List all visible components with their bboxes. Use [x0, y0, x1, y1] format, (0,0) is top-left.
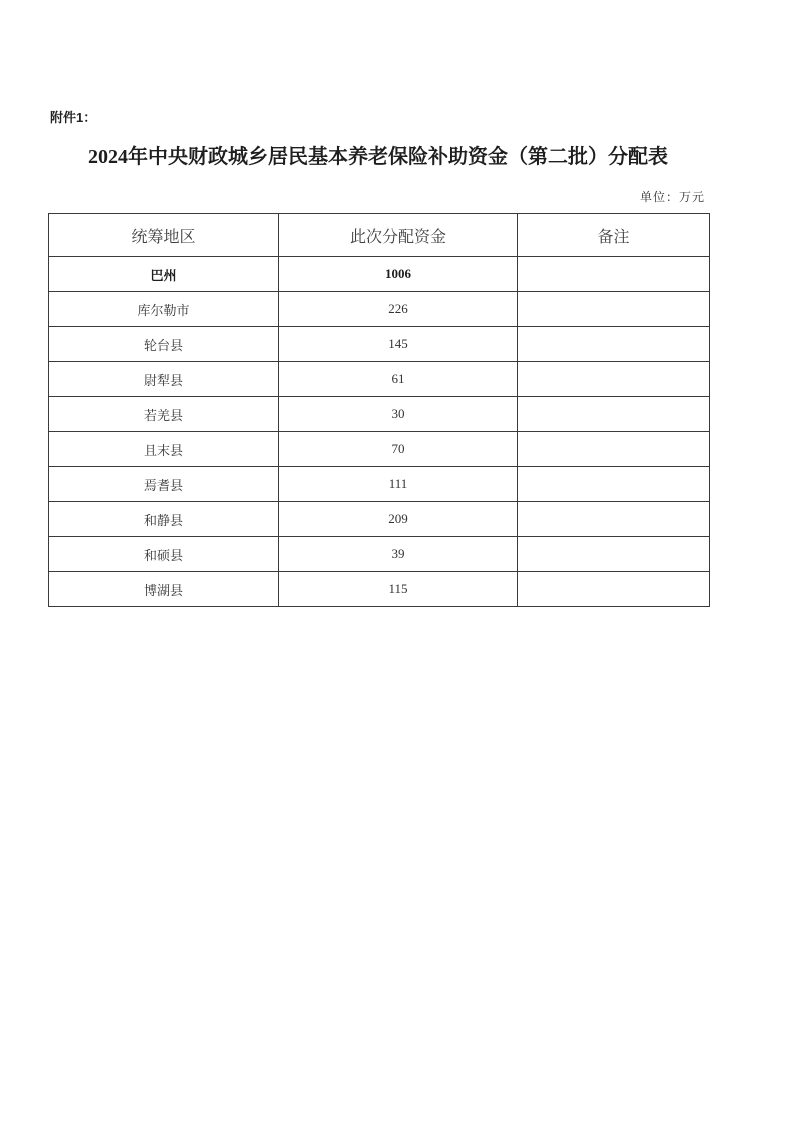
table-row [49, 327, 710, 362]
note-cell [518, 362, 710, 397]
amount-cell: 111 [279, 467, 518, 502]
table-row [49, 397, 710, 432]
amount-cell: 1006 [279, 257, 518, 292]
amount-cell: 39 [279, 537, 518, 572]
note-cell [518, 572, 710, 607]
note-cell [518, 502, 710, 537]
note-cell [518, 397, 710, 432]
region-cell: 尉犁县 [49, 362, 279, 397]
table-row [49, 467, 710, 502]
table-row [49, 572, 710, 607]
region-cell: 博湖县 [49, 572, 279, 607]
table-row [49, 432, 710, 467]
note-cell [518, 467, 710, 502]
allocation-table [48, 213, 710, 607]
amount-cell: 145 [279, 327, 518, 362]
table-row [49, 292, 710, 327]
amount-cell: 226 [279, 292, 518, 327]
table-row [49, 362, 710, 397]
header-note: 备注 [518, 214, 710, 257]
note-cell [518, 257, 710, 292]
table-row [49, 537, 710, 572]
region-cell: 轮台县 [49, 327, 279, 362]
amount-cell: 30 [279, 397, 518, 432]
region-cell: 且末县 [49, 432, 279, 467]
header-region: 统筹地区 [49, 214, 279, 257]
amount-cell: 115 [279, 572, 518, 607]
table-row [49, 502, 710, 537]
note-cell [518, 292, 710, 327]
header-row [49, 214, 710, 257]
document-title: 2024年中央财政城乡居民基本养老保险补助资金（第二批）分配表 [88, 146, 668, 168]
unit-label: 单位：万元 [639, 190, 705, 204]
header-amount: 此次分配资金 [279, 214, 518, 257]
amount-cell: 209 [279, 502, 518, 537]
amount-cell: 61 [279, 362, 518, 397]
region-cell: 和硕县 [49, 537, 279, 572]
amount-cell: 70 [279, 432, 518, 467]
attachment-label: 附件1： [50, 110, 97, 125]
region-cell: 和静县 [49, 502, 279, 537]
note-cell [518, 432, 710, 467]
note-cell [518, 327, 710, 362]
region-cell: 巴州 [49, 257, 279, 292]
region-cell: 焉耆县 [49, 467, 279, 502]
region-cell: 若羌县 [49, 397, 279, 432]
region-cell: 库尔勒市 [49, 292, 279, 327]
note-cell [518, 537, 710, 572]
total-row [49, 257, 710, 292]
